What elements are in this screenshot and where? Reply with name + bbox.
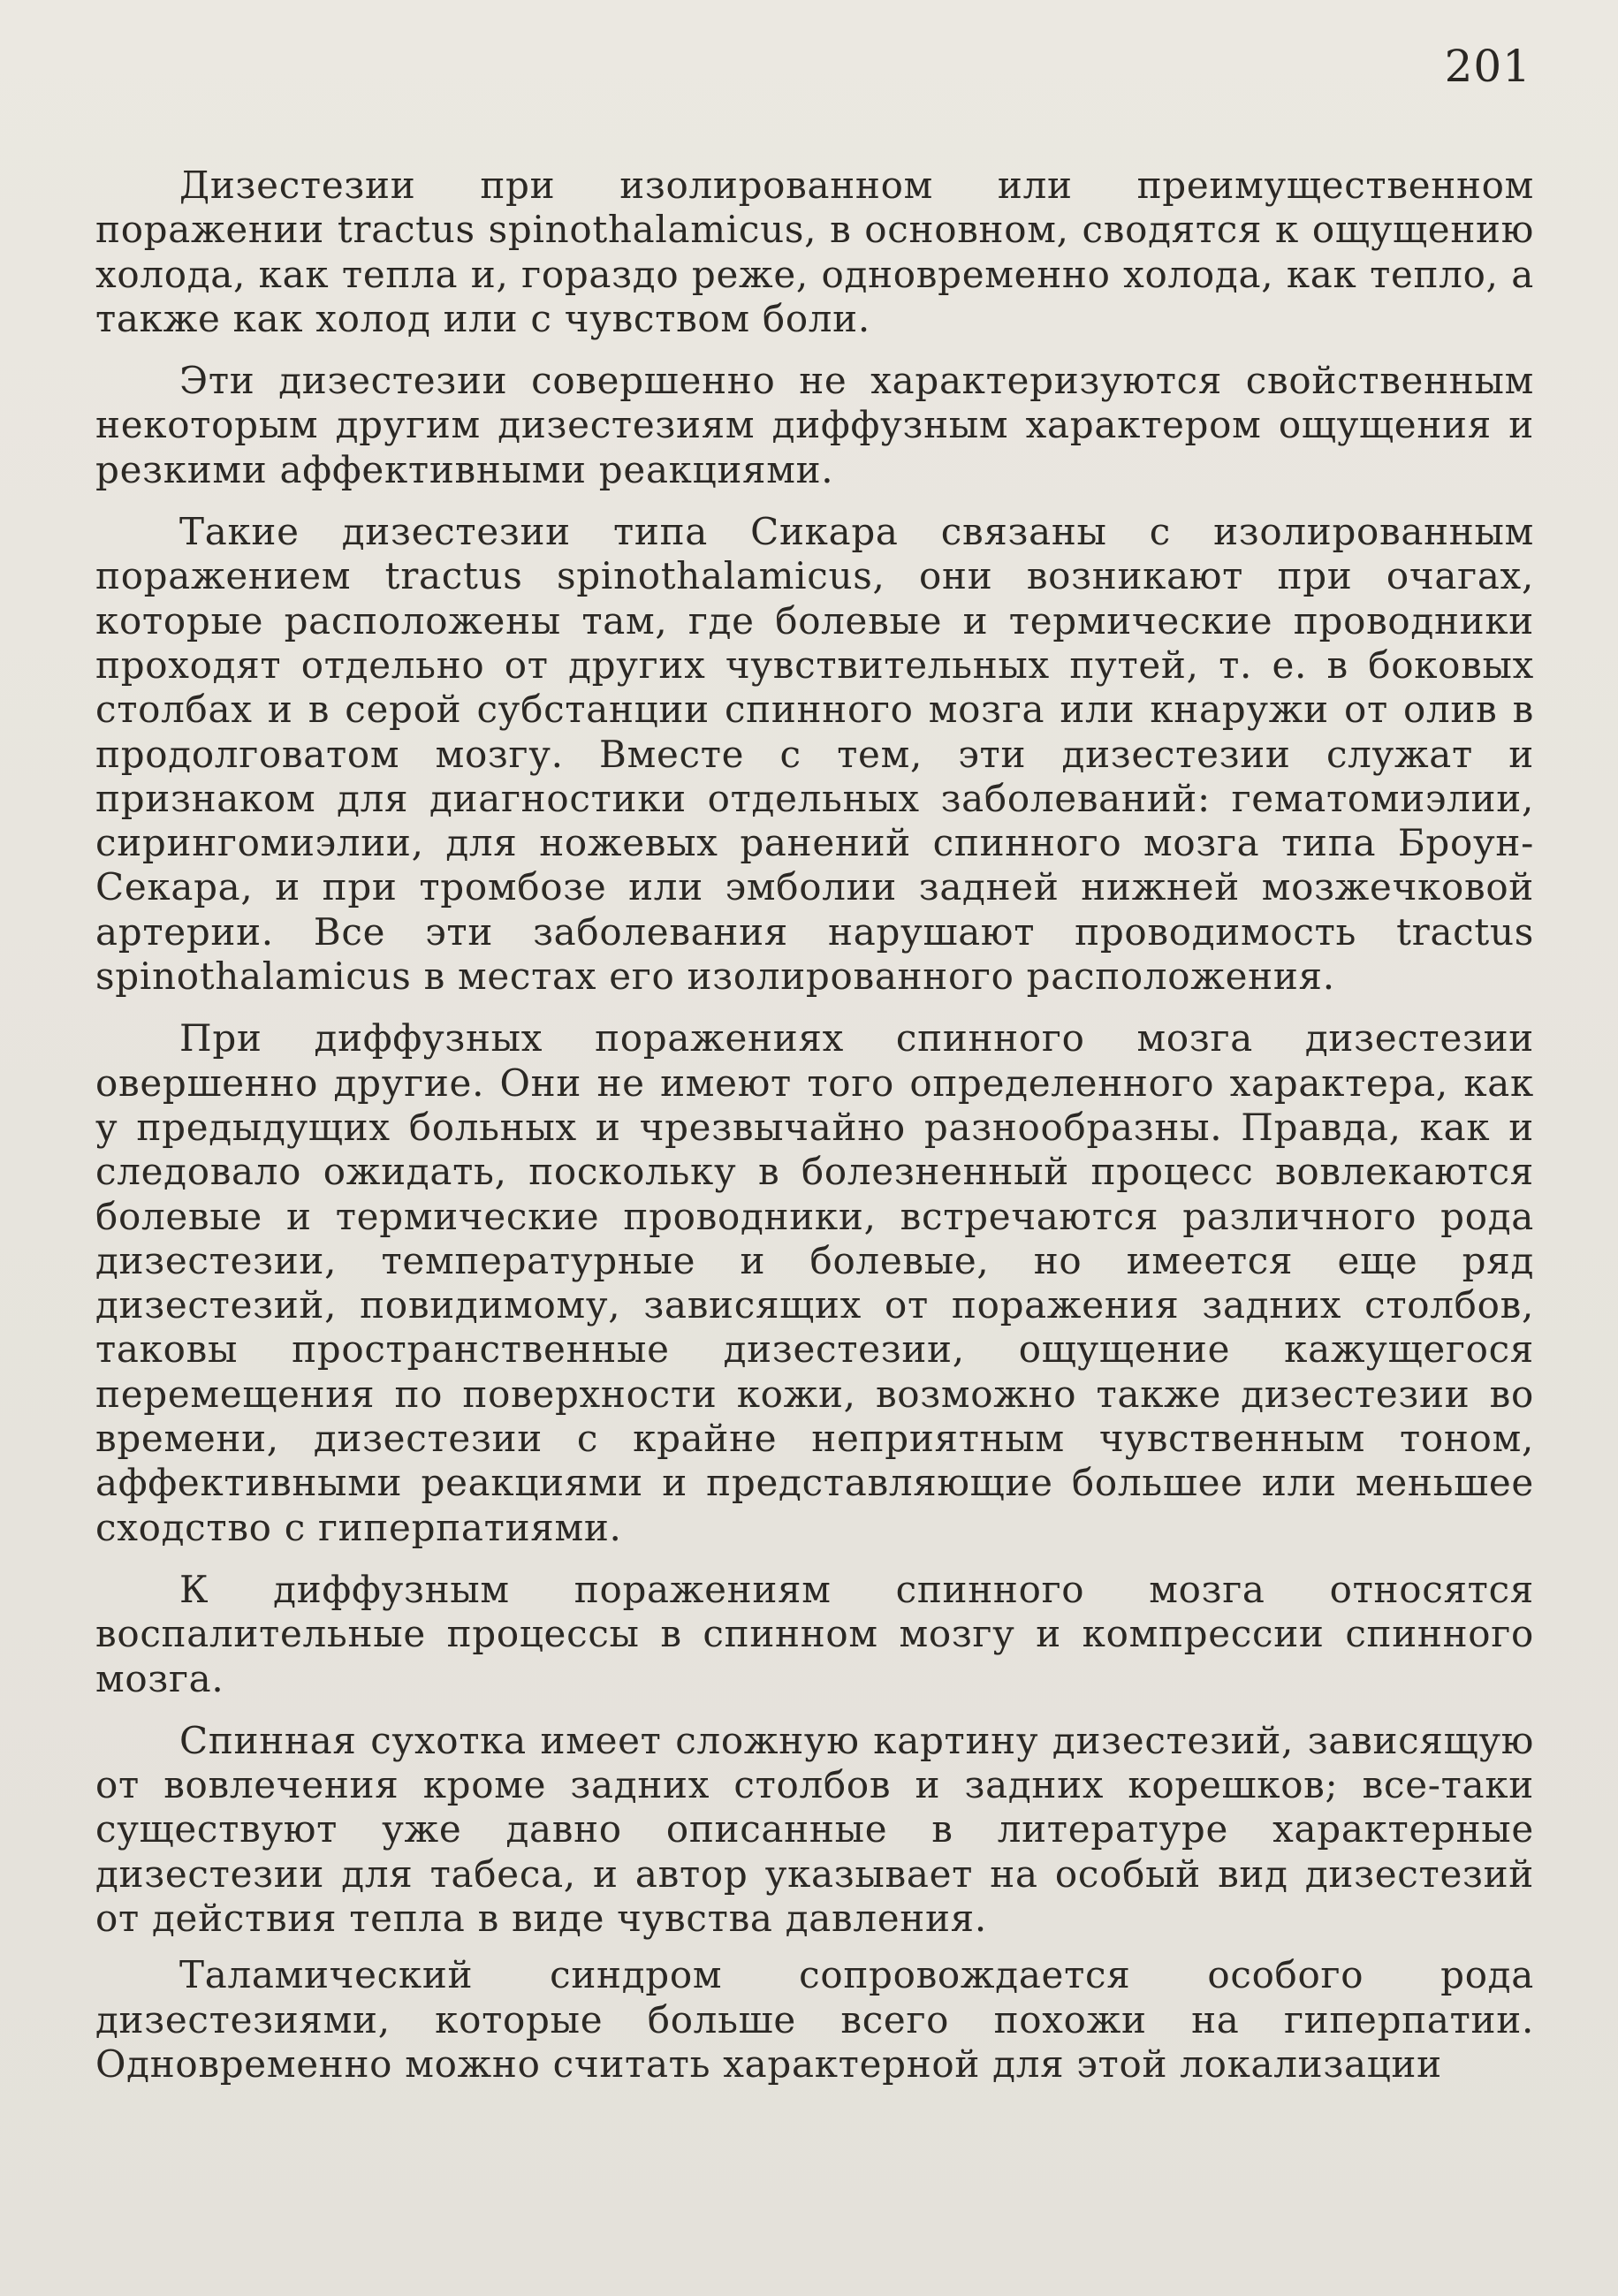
page-number: 201 — [1444, 41, 1531, 92]
body-text — [95, 163, 1534, 2104]
paragraph: Эти дизестезии совершенно не характеризуются свойственным некоторым другим дизестезиям диффузным характером ощущения и резкими аффективными реакциями. — [95, 359, 1534, 491]
paragraph: При диффузных поражениях спинного мозга дизестезии овершенно другие. Они не имеют того определенного характера, как у предыдущих больных и чрезвычайно разнообразны. Правда, как и следовало ожидать, поскольку в болезненный процесс вовлекаются болевые и термические проводники, встречаются различного рода дизестезии, температурные и болевые, но имеется еще ряд дизестезий, повидимому, зависящих от поражения задних столбов, таковы пространственные дизестезии, ощущение кажущегося перемещения по поверхности кожи, возможно также дизестезии во времени, дизестезии с крайне неприятным чувственным тоном, аффективными реакциями и представляющие большее или меньшее сходство с гиперпатиями. — [95, 1016, 1534, 1549]
paragraph: Дизестезии при изолированном или преимущественном поражении tractus spinothalamicus, в основном, сводятся к ощущению холода, как тепла и, гораздо реже, одновременно холода, как тепло, а также как холод или с чувством боли. — [95, 163, 1534, 340]
paragraph: Такие дизестезии типа Сикара связаны с изолированным поражением tractus spinothalamicus, они возникают при очагах, которые расположены там, где болевые и термические проводники проходят отдельно от других чувствительных путей, т. е. в боковых столбах и в серой субстанции спинного мозга или кнаружи от олив в продолговатом мозгу. Вместе с тем, эти дизестезии служат и признаком для диагностики отдельных заболеваний: гематомиэлии, сирингомиэлии, для ножевых ранений спинного мозга типа Броун-Секара, и при тромбозе или эмболии задней нижней мозжечковой артерии. Все эти заболевания нарушают проводимость tractus spinothalamicus в местах его изолированного расположения. — [95, 510, 1534, 999]
paragraph: К диффузным поражениям спинного мозга относятся воспалительные процессы в спинном мозгу и компрессии спинного мозга. — [95, 1567, 1534, 1700]
paragraph: Таламический синдром сопровождается особого рода дизестезиями, которые больше всего похожи на гиперпатии. Одновременно можно считать характерной для этой локализации — [95, 1953, 1534, 2086]
paragraph: Спинная сухотка имеет сложную картину дизестезий, зависящую от вовлечения кроме задних столбов и задних корешков; все-таки существуют уже давно описанные в литературе характерные дизестезии для табеса, и автор указывает на особый вид дизестезий от действия тепла в виде чувства давления. — [95, 1718, 1534, 1940]
